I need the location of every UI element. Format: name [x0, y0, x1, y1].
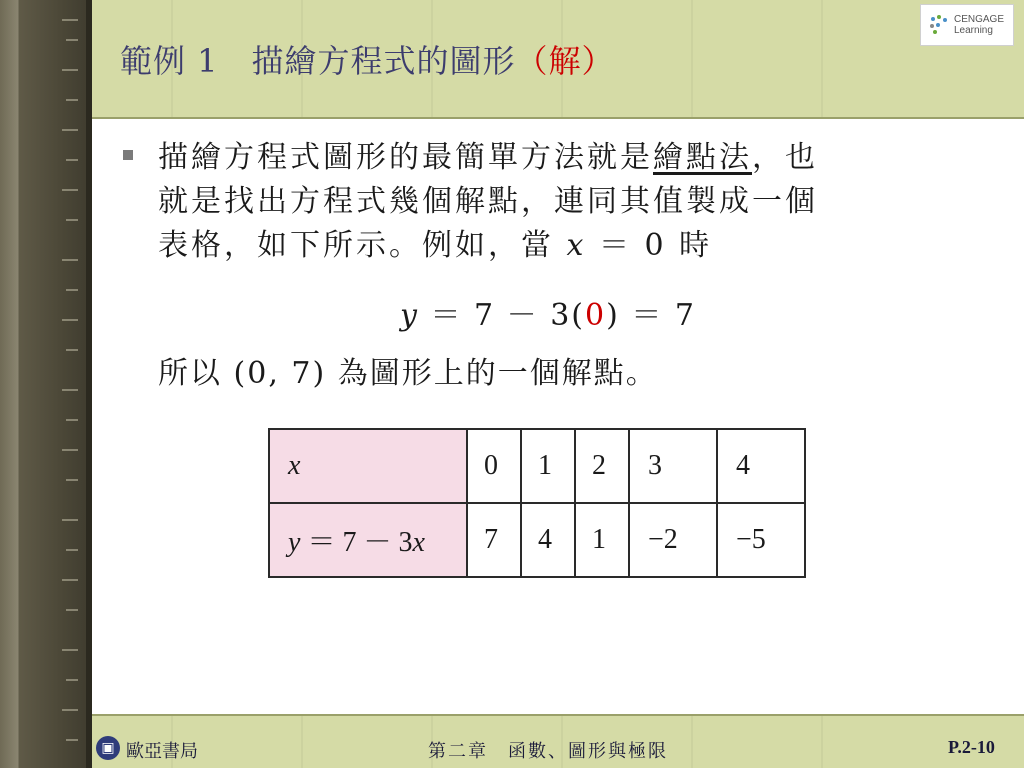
body-line-2: 就是找出方程式幾個解點，連同其值製成一個 — [158, 184, 818, 219]
cengage-logo — [920, 4, 1014, 46]
table-cell: −2 — [629, 503, 717, 577]
cengage-dots-icon — [927, 13, 951, 37]
ruler-ticks — [0, 0, 92, 768]
page-number: P.2-10 — [948, 737, 995, 757]
title-solution-tag: （解） — [515, 42, 615, 80]
table-row-y — [269, 503, 805, 577]
body-paragraph — [158, 136, 968, 268]
table-cell: 0 — [467, 429, 521, 503]
example-equation — [400, 290, 696, 334]
conclusion-text: 所以 (0, 7) 為圖形上的一個解點。 — [158, 356, 658, 391]
table-cell: 1 — [575, 503, 629, 577]
footer-divider — [92, 714, 1024, 716]
variable-x: x — [566, 228, 587, 263]
solution-table — [268, 428, 806, 578]
logo-line1: CENGAGE — [954, 14, 1005, 25]
table-cell: 3 — [629, 429, 717, 503]
logo-wordmark — [954, 14, 1004, 36]
table-cell: −5 — [717, 503, 805, 577]
header-divider — [92, 117, 1024, 119]
table-cell: 7 — [467, 503, 521, 577]
table-header-x — [269, 429, 467, 503]
chapter-title: 第二章 函數、圖形與極限 — [428, 741, 668, 762]
table-header-x-label: x — [288, 450, 301, 481]
body-line-3 — [158, 224, 968, 268]
table-header-y-rest: ＝ 7 － 3 — [300, 527, 413, 558]
table-cell: 1 — [521, 429, 575, 503]
logo-line2: Learning — [954, 25, 993, 36]
table-cell: 4 — [717, 429, 805, 503]
body-line-1-end: ，也 — [752, 140, 818, 175]
table-cell: 4 — [521, 503, 575, 577]
publisher-logo-icon: ▣ — [96, 736, 120, 760]
bullet-square-icon — [123, 150, 133, 160]
eq-highlight-value: 0 — [585, 298, 607, 333]
title-main: 範例 1 描繪方程式的圖形 — [120, 42, 516, 80]
body-line-3-end: ＝ 0 時 — [599, 228, 713, 263]
publisher-name: 歐亞書局 — [126, 741, 198, 762]
table-header-y-x: x — [412, 527, 425, 558]
eq-middle: ＝ 7 － 3( — [430, 298, 585, 333]
eq-variable-y: y — [400, 298, 419, 333]
slide-title — [120, 36, 615, 82]
table-header-y — [269, 503, 467, 577]
eq-end: ) ＝ 7 — [606, 298, 696, 333]
table-cell: 2 — [575, 429, 629, 503]
table-header-y-var: y — [288, 527, 301, 558]
body-line-3-text: 表格，如下所示。例如，當 — [158, 228, 554, 263]
term-plotting-method: 繪點法 — [653, 140, 752, 175]
table-row-x — [269, 429, 805, 503]
body-line-1-text: 描繪方程式圖形的最簡單方法就是 — [158, 140, 653, 175]
body-line-1 — [158, 136, 968, 180]
